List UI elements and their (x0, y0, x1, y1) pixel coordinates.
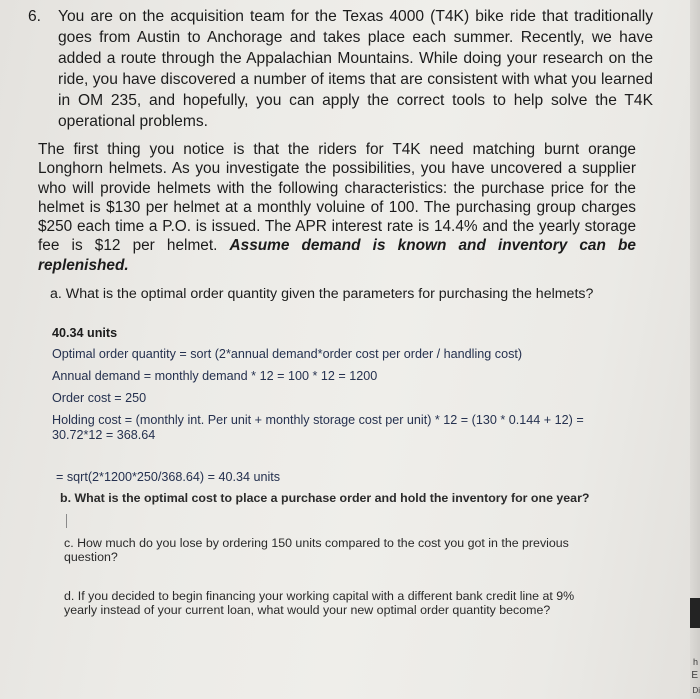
part-c-text: How much do you lose by ordering 150 units compared to the cost you got in the previous question? (64, 536, 569, 564)
part-c-label: c. (64, 536, 74, 550)
part-b-label: b. (60, 491, 72, 505)
answer-line-annual-demand: Annual demand = monthly demand * 12 = 100 * 12 = 1200 (52, 369, 378, 383)
part-d-label: d. (64, 589, 75, 603)
part-d-text: If you decided to begin financing your working capital with a different bank credit line at 9% yearly instead of your current loan, what would your new optimal order quantity become? (64, 589, 575, 617)
helmet-paragraph-text: The first thing you notice is that the riders for T4K need matching burnt orange Longhorn helmets. As you investigate the possibilities, you have uncovered a supplier who will provide helmets with the following characteristics: the purchase price for the helmet is $130 per helmet at a monthly voluine of 100. The purchasing group charges $250 each time a P.O. is issued. The APR interest rate is 14.4% and the yearly storage fee is $12 per helmet. (38, 141, 636, 255)
answer-line-eoq-formula: Optimal order quantity = sort (2*annual demand*order cost per order / handling cost) (52, 347, 523, 361)
part-a-label: a. (50, 286, 62, 302)
right-page-edge (690, 0, 700, 699)
helmet-paragraph (38, 140, 636, 275)
part-a-text: What is the optimal order quantity given the parameters for purchasing the helmets? (65, 286, 594, 302)
part-b-text: What is the optimal cost to place a purchase order and hold the inventory for one year? (74, 491, 590, 505)
text-cursor (66, 514, 67, 528)
edge-char-e: E (691, 670, 698, 681)
question-number: 6. (28, 8, 42, 25)
answer-line-order-cost: Order cost = 250 (52, 391, 147, 405)
answer-line-holding-cost: Holding cost = (monthly int. Per unit + monthly storage cost per unit) * 12 = (130 * 0.144 + 12) = 30.72*12 = 368.64 (52, 413, 584, 442)
edge-char-h: h (692, 657, 698, 667)
right-edge-tab (690, 598, 700, 628)
edge-char-di: Di (692, 686, 700, 695)
part-d-question (64, 589, 596, 617)
question-6 (28, 6, 653, 132)
part-a-question (50, 286, 593, 302)
answer-result: 40.34 units (52, 326, 118, 340)
answer-line-sqrt: = sqrt(2*1200*250/368.64) = 40.34 units (56, 470, 281, 484)
part-c-question (64, 536, 609, 564)
question-6-text: You are on the acquisition team for the Texas 4000 (T4K) bike ride that traditionally goes from Austin to Anchorage and takes place each summer. Recently, we have added a route through the Appalachian Mountains. While doing your research on the ride, you have discovered a number of items that are consistent with what you learned in OM 235, and hopefully, you can apply the correct tools to help solve the T4K operational problems. (58, 8, 653, 130)
part-b-question (60, 491, 620, 505)
assumption-emphasis: Assume demand is known and inventory can be replenished. (38, 237, 636, 274)
